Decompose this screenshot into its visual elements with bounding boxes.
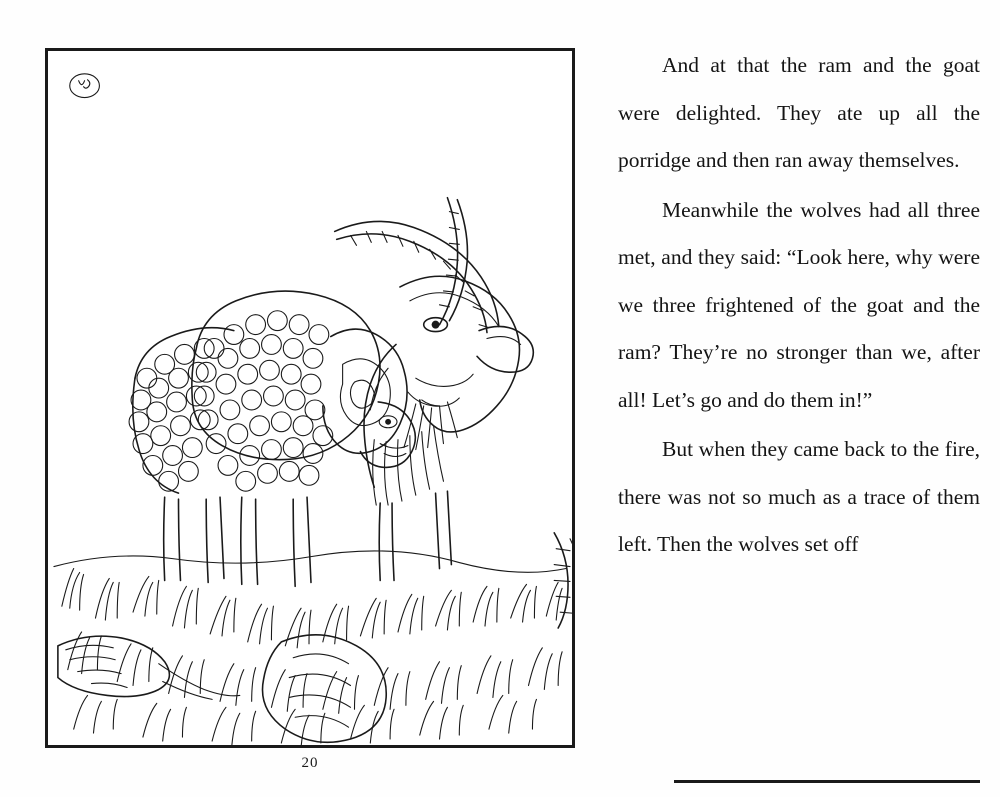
text-column (618, 42, 980, 762)
ram-figure (129, 291, 415, 586)
grass-field (54, 533, 572, 745)
illustration-svg (48, 51, 572, 745)
illustration-plate (45, 48, 575, 748)
paragraph-2: Meanwhile the wolves had all three met, and they said: “Look here, why were we three frightened of the goat and the ram? They’re no stronger than we, after all! Let’s go and do them in!” (618, 197, 980, 412)
paragraph-1: And at that the ram and the goat were delighted. They ate up all the porridge and then ran away themselves. (618, 53, 980, 172)
stone-mound (262, 635, 386, 743)
artist-mark-icon (70, 74, 100, 98)
page-number: 20 (301, 755, 319, 771)
footer-rule (674, 780, 980, 783)
paragraph-3: But when they came back to the fire, there was not so much as a trace of them left. Then the wolves set off (618, 437, 980, 556)
goat-figure (335, 198, 534, 581)
